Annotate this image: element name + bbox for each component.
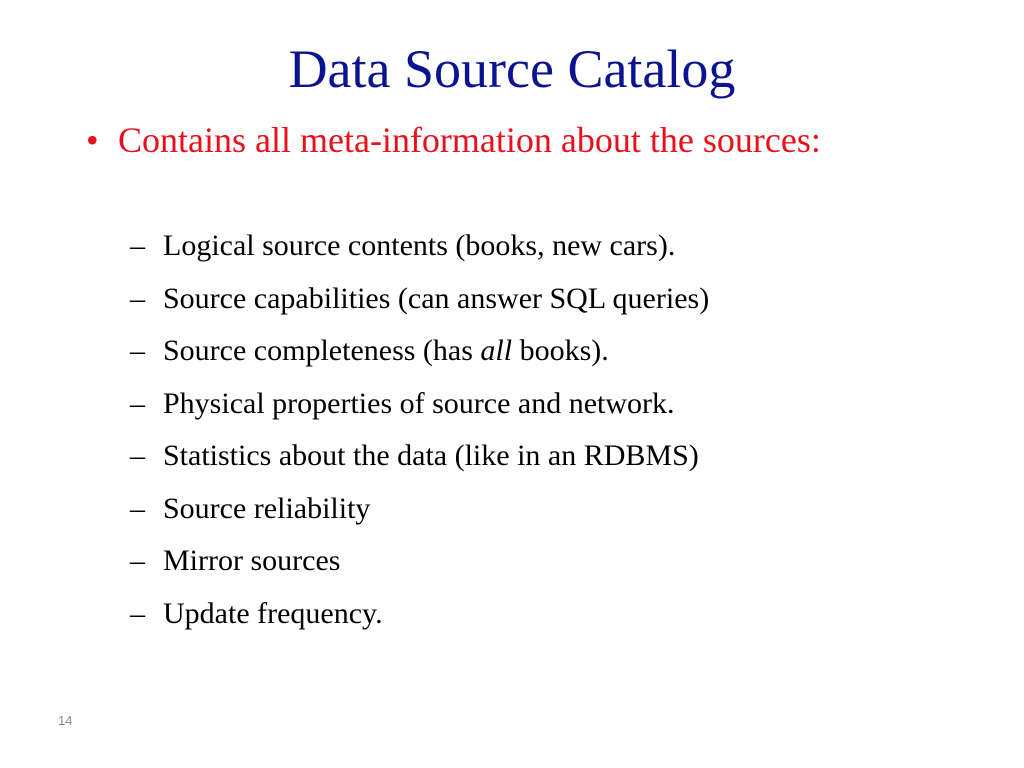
sub-bullet-item	[130, 592, 990, 645]
dash-icon: –	[130, 491, 145, 525]
dash-icon: –	[130, 334, 145, 367]
sub-bullet-item	[130, 329, 990, 382]
sub-bullet-text-before: Source completeness (has	[163, 334, 481, 367]
dash-icon: –	[130, 281, 145, 315]
sub-bullet-text: Source capabilities (can answer SQL queries)	[163, 281, 710, 315]
sub-bullet-item	[130, 224, 990, 277]
main-bullet-text: Contains all meta-information about the sources:	[118, 120, 821, 160]
sub-bullet-item	[130, 434, 990, 487]
sub-bullet-text	[163, 329, 990, 373]
sub-bullet-item	[130, 277, 990, 330]
sub-bullet-item	[130, 487, 990, 540]
sub-bullet-text: Logical source contents (books, new cars).	[163, 229, 676, 262]
sub-bullet-text: Update frequency.	[163, 596, 383, 630]
sub-bullet-text: Mirror sources	[163, 544, 341, 577]
bullet-dot-icon: •	[86, 120, 99, 160]
dash-icon: –	[130, 439, 145, 472]
emphasized-word: all	[480, 334, 513, 367]
sub-bullet-item	[130, 539, 990, 592]
sub-bullet-text: Source reliability	[163, 491, 371, 525]
slide-title: Data Source Catalog	[288, 39, 736, 99]
dash-icon: –	[130, 229, 145, 262]
dash-icon: –	[130, 596, 145, 630]
sub-bullet-item	[130, 382, 990, 435]
slide-number: 14	[58, 713, 73, 728]
sub-bullet-text: Physical properties of source and network.	[163, 386, 675, 420]
main-bullet	[86, 118, 906, 163]
dash-icon: –	[130, 544, 145, 577]
sub-bullet-text-after: books).	[512, 334, 609, 367]
sub-bullet-text: Statistics about the data (like in an RDBMS)	[163, 439, 699, 472]
dash-icon: –	[130, 386, 145, 420]
sub-bullet-list	[130, 224, 990, 644]
